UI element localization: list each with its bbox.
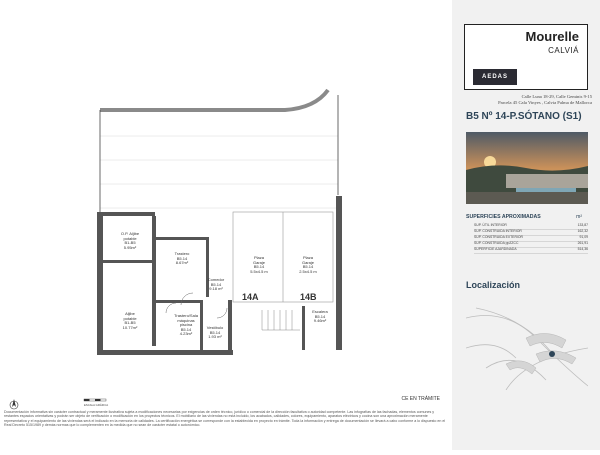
surface-label: SUP. ÚTIL INTERIOR (474, 223, 507, 227)
room-code: B5.14 (302, 264, 314, 270)
surface-value: 162,32 (577, 229, 588, 233)
room-name-extra: Garaje (301, 259, 314, 265)
surfaces-unit: m² (576, 214, 582, 220)
room-name: Comedor (207, 277, 225, 282)
room-comedor (197, 278, 235, 292)
room-area: 4.23m² (179, 331, 193, 337)
room-code: B5.14 (209, 329, 221, 335)
brand-name: Mourelle (525, 29, 579, 44)
room-code: B5.14 (210, 281, 222, 287)
surface-value: 514,36 (577, 247, 588, 251)
surface-label: SUP. CONSTRUIDA INTERIOR (474, 229, 522, 233)
room-name: Plaza (253, 255, 264, 260)
surface-label: SUPERFICIE AJARDINADA (474, 247, 517, 251)
room-area: 9.46m² (313, 318, 327, 324)
location-map (466, 298, 588, 390)
room-garaje-b (286, 256, 330, 274)
room-code: B1-B5 (124, 320, 136, 326)
room-name-extra: potable (123, 235, 137, 241)
room-area: 10.77m² (122, 324, 138, 330)
room-name-extra: Garaje (252, 259, 265, 265)
room-name: Aljibe (125, 311, 135, 316)
room-code: B1-B5 (124, 240, 136, 246)
unit-title: B5 Nº 14-P.SÓTANO (S1) (466, 111, 582, 122)
room-vestibulo (202, 326, 228, 340)
surface-value: 91,09 (579, 235, 588, 239)
room-area: 8.67m² (175, 260, 189, 266)
room-dimensions: 5.5x4.5 m (250, 268, 268, 274)
room-code: B5.14 (180, 326, 192, 332)
scale-bar-graphic (84, 399, 106, 401)
room-aljibe-potable (108, 312, 152, 330)
energy-certification: CE EN TRÁMITE (401, 396, 440, 402)
room-code: B5.14 (253, 264, 265, 270)
surfaces-heading: SUPERFICIES APROXIMADAS (466, 214, 541, 220)
room-escalera (306, 310, 334, 324)
room-area: 5.95m² (123, 244, 137, 250)
scale-label: ESCALA GRÁFICA (84, 403, 109, 407)
room-name-extra: máquinas (177, 317, 195, 323)
surface-label: SUP. CONSTRUIDA EXTERIOR (474, 235, 523, 239)
room-name-extra-2: piscina (179, 322, 193, 328)
room-name: O.P. Aljibe (120, 231, 140, 236)
property-photo (466, 132, 588, 204)
room-area: 9.18 m² (209, 286, 223, 292)
room-name: Escalera (312, 309, 328, 314)
room-name: Trastero/Sala (174, 313, 198, 318)
surface-value: 133,87 (577, 223, 588, 227)
brand-city: CALVIÁ (548, 46, 579, 55)
room-code: B5.14 (176, 255, 188, 261)
address-line-1: Calle Luna 18-29, Calle Geminis 9-15 (521, 94, 592, 99)
surface-row (474, 247, 588, 254)
room-name: Plaza (302, 255, 313, 260)
room-trastero (160, 252, 204, 266)
room-aljibe-op (108, 232, 152, 250)
surface-label: SUP. CONSTRUIDA ppZZCC (474, 241, 519, 245)
room-name: Trastero (174, 251, 190, 256)
location-title: Localización (466, 280, 521, 290)
north-arrow-icon (10, 399, 18, 409)
surface-value: 261,91 (577, 241, 588, 245)
room-name: Vestíbulo (206, 325, 224, 330)
room-name-extra: potable (123, 315, 137, 321)
info-sidebar (452, 0, 600, 450)
room-area: 1.93 m² (208, 334, 222, 340)
address-line-2: Parcela 45 Cala Vinyes , Calvia Palma de Mallorca (498, 100, 592, 105)
room-dimensions: 2.5x4.5 m (299, 268, 317, 274)
room-code: B5.14 (314, 313, 326, 319)
unit-label-14b: 14B (300, 292, 317, 302)
brand-box (464, 24, 588, 90)
room-garaje-a (238, 256, 280, 274)
aedas-logo: AEDAS (473, 69, 517, 85)
legal-disclaimer: Documentación informativa sin carácter contractual y meramente ilustrativa sujeta a modificaciones necesarias por exigencias de orden técnico, jurídico o comercial de la dirección facultativa o autoridad competente. Las infografías de las fachadas, elementos comunes y restantes espacios orientativas y podrán ser objeto de verificación o modificación en los proyectos técnicos. El mobiliario de las viviendas no está incluido, los acabados, calidades, colores, equipamiento, aparatos eléctricos y cocina son una aproximación meramente representativa y el equipamiento de las viviendas será el indicado en la memoria de calidades. La certificación energética se corresponde con la establecida en proyecto en trámite. Toda la información y entrega de documentación se llevará a cabo conforme a lo dispuesto en el Real Decreto 515/1989 y demás normas que lo complementen en la medida que no sean de carácter estatal o autonómico. (4, 410, 446, 428)
unit-label-14a: 14A (242, 292, 259, 302)
